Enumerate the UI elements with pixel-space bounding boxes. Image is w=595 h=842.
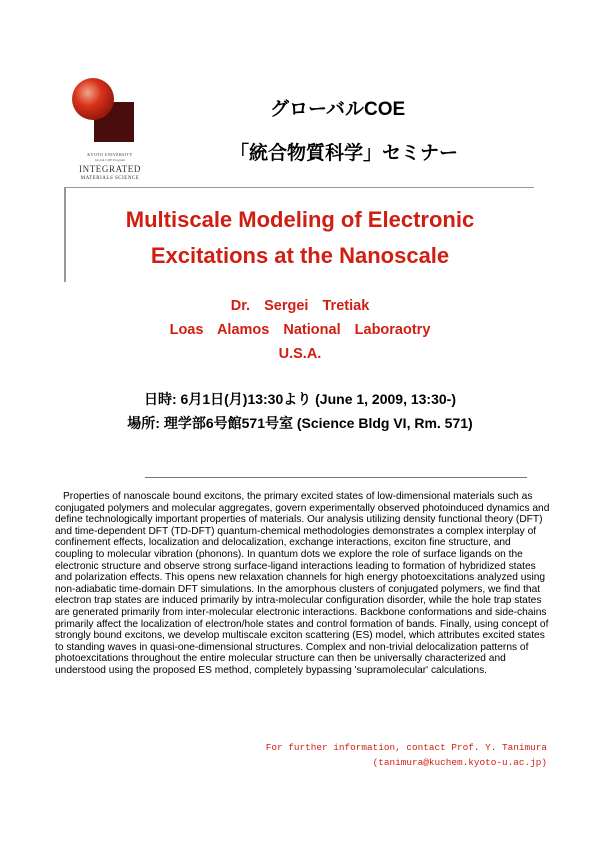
logo-sphere [72, 78, 114, 120]
logo-name-line2: MATERIALS SCIENCE [80, 176, 140, 181]
logo-name-line1: INTEGRATED [79, 164, 141, 174]
abstract-text: Properties of nanoscale bound excitons, the primary excited states of low-dimensional materials such as conjugated polymers and molecular aggregates, govern experimentally observed photoinduced dynamics and define technologically important properties of materials. Our analysis utilizing density functional theory (DFT) and time-dependent DFT (TD-DFT) quantum-chemical methodologies demonstrates a complex interplay of confinement effects, localization and delocalization, exchange interactions, exciton fine structure, and coupling to molecular vibration (phonons). In quantum dots we explore the role of surface ligands on the electronic structure and observe strong surface-ligand interactions leading to formation of hybridized states and polarization effects. This opens new relaxation channels for high energy photoexcitations analyzed using non-adiabatic time-domain DFT simulations. In the amorphous clusters of conjugated polymers, we find that electron trap states are induced primarily by intra-molecular configuration disorder, while the hole trap states are generated primarily from inter-molecular electronic interactions. Backbone conformations and side-chains primarily affect the localization of electron/hole states and control formation of bands. Finally, using concept of strongly bound excitons, we develop multiscale exciton scattering (ES) model, which attributes excited states to standing waves in quasi-one-dimensional structures. Complex and non-trivial delocalization patterns of photoexcitations throughout the entire molecular structure can then be universally characterized and understood using the proposed ES method, completely bypassing 'supramolecular' calculations. [55, 491, 550, 676]
header-line-1: グローバルCOE [270, 99, 406, 120]
header-line-2: 「統合物質科学」セミナー [230, 143, 459, 164]
integrated-materials-science-logo [62, 72, 158, 182]
frame-top-line [64, 187, 534, 188]
speaker-affiliation: Loas Alamos National Laboraotry [169, 322, 431, 338]
divider-line [145, 477, 527, 478]
contact-info: For further information, contact Prof. Y. Tanimura [265, 742, 547, 753]
seminar-title-line-2: Excitations at the Nanoscale [150, 243, 450, 268]
seminar-date: 日時: 6月1日(月)13:30より (June 1, 2009, 13:30-) [144, 391, 456, 407]
speaker-name: Dr. Sergei Tretiak [230, 298, 370, 314]
frame-left-line [64, 187, 66, 282]
contact-email: (tanimura@kuchem.kyoto-u.ac.jp) [372, 757, 547, 768]
abstract [55, 491, 550, 677]
seminar-place: 場所: 理学部6号館571号室 (Science Bldg VI, Rm. 571) [127, 415, 473, 431]
seminar-title-line-1: Multiscale Modeling of Electronic [125, 207, 475, 232]
speaker-country: U.S.A. [278, 346, 322, 362]
logo-university-text: KYOTO UNIVERSITY [87, 152, 133, 157]
logo-program-text: Global COE Program [94, 158, 126, 162]
